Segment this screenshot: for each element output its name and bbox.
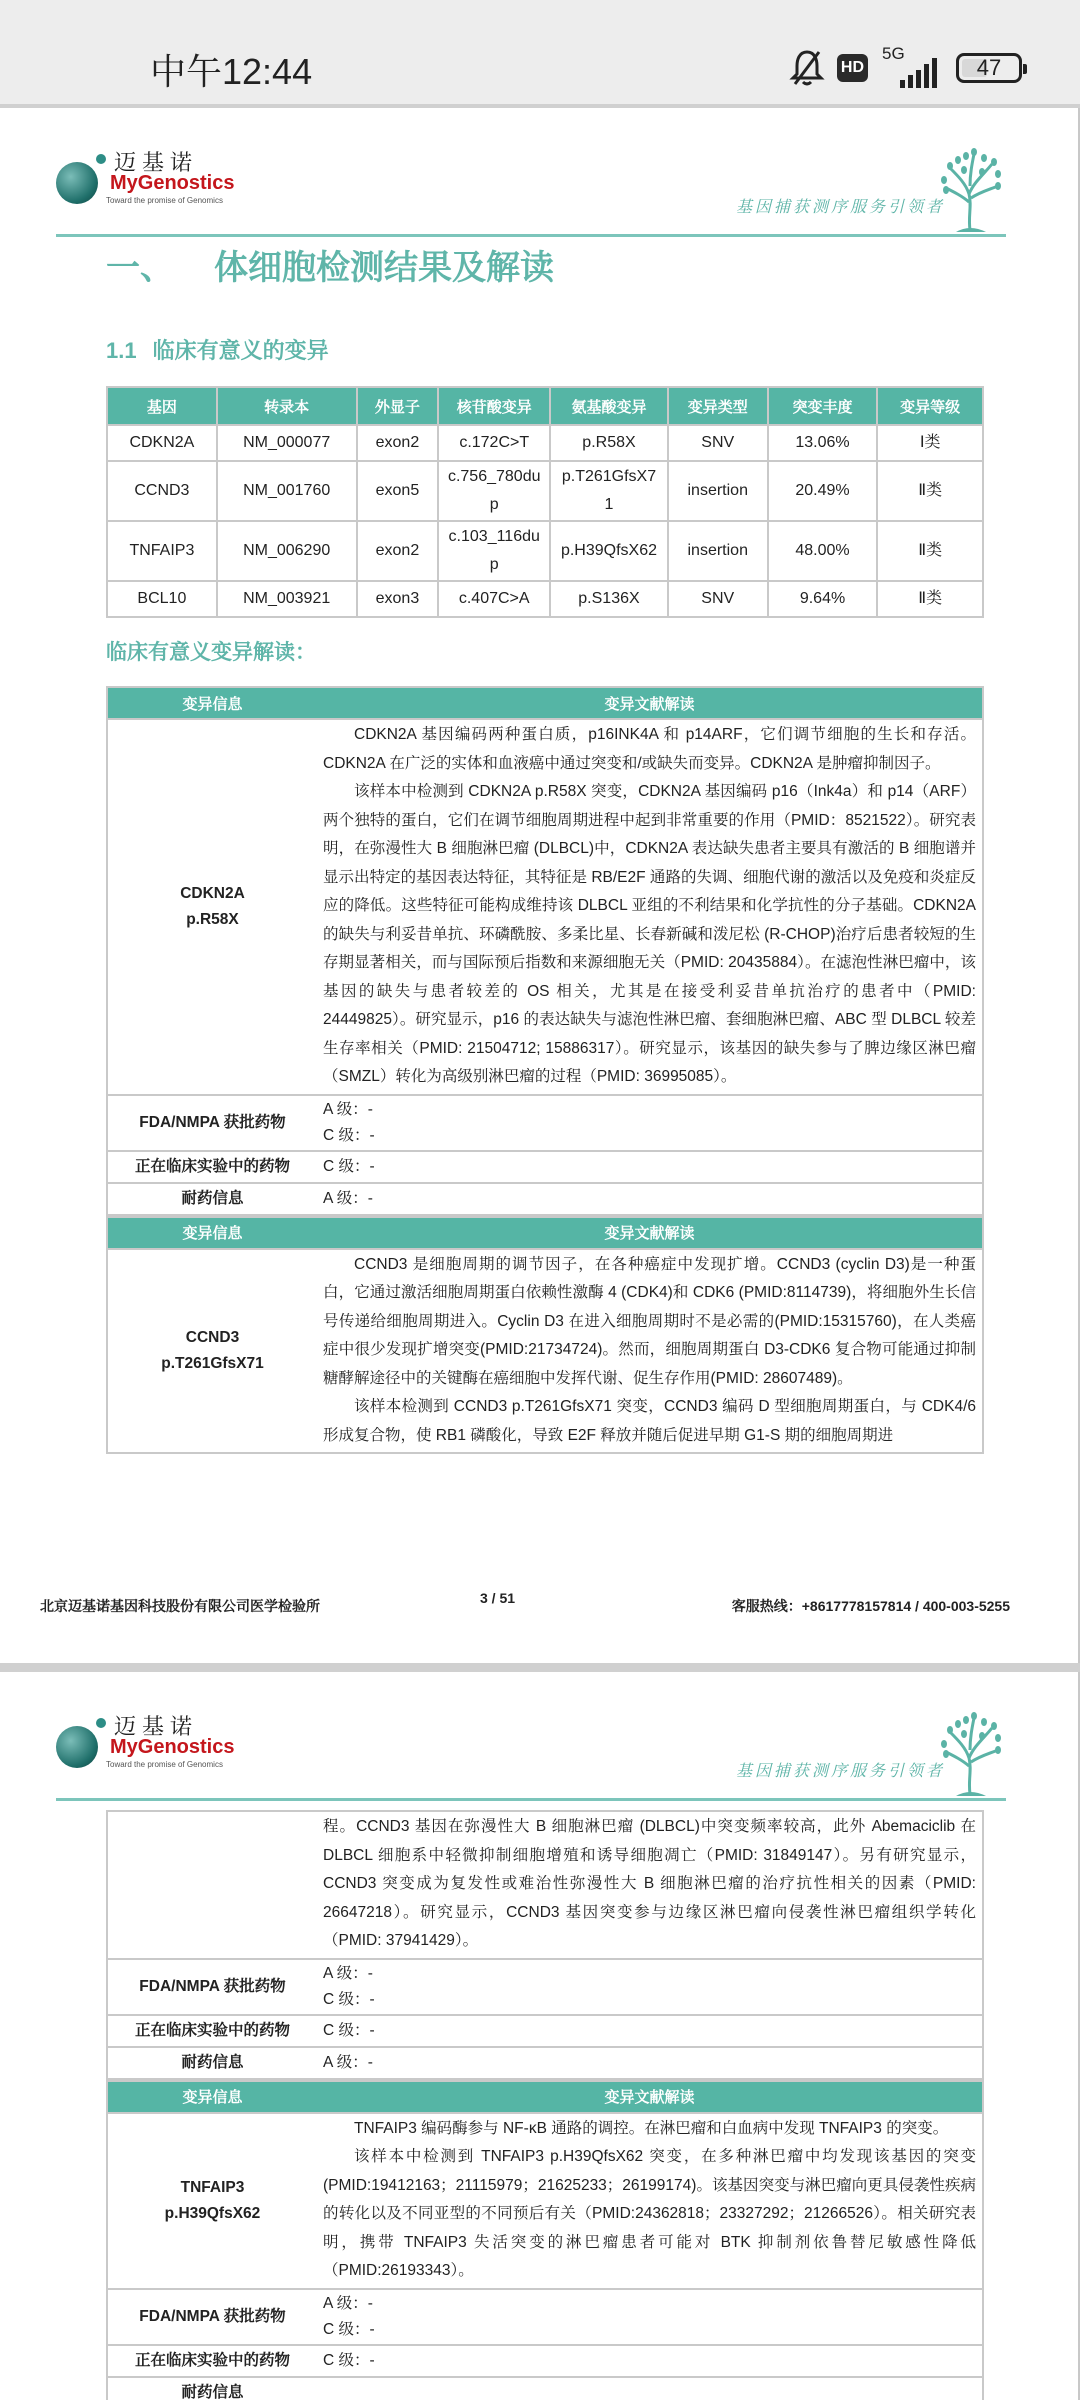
variant-cell: SNV	[668, 425, 768, 461]
trial-level: C 级：-	[317, 2345, 983, 2377]
col-header-literature: 变异文献解读	[317, 1217, 983, 1249]
literature-paragraph: CDKN2A 基因编码两种蛋白质，p16INK4A 和 p14ARF，它们调节细胞的生长和存活。CDKN2A 在广泛的实体和血液癌中通过突变和/或缺失而变异。CDKN2A 是肿瘤抑制因子。	[323, 726, 976, 772]
trial-row	[107, 2015, 983, 2047]
variant-cell: Ⅱ类	[877, 521, 983, 581]
variant-cell: insertion	[668, 521, 768, 581]
variant-info-cell	[107, 1811, 317, 1959]
status-icons	[789, 44, 1022, 88]
resistance-row	[107, 1183, 983, 1215]
variant-cell: exon2	[357, 521, 439, 581]
interp-header-row	[107, 2081, 983, 2113]
gene-name: CCND3	[185, 1328, 240, 1346]
battery-level: 47	[976, 55, 1002, 80]
fda-levels	[317, 1959, 983, 2015]
document-page-1	[0, 108, 1080, 1663]
company-logo	[56, 146, 236, 216]
col-header: 核苷酸变异	[438, 387, 550, 425]
fda-levels	[317, 2289, 983, 2345]
variant-info-cell	[107, 2113, 317, 2289]
resistance-label: 耐药信息	[107, 2377, 317, 2400]
variant-cell: Ⅰ类	[877, 425, 983, 461]
logo-cn: 迈基诺	[114, 151, 199, 176]
cdkn2a-row	[107, 719, 983, 1095]
variant-cell: NM_000077	[217, 425, 357, 461]
fda-label: FDA/NMPA 获批药物	[107, 1959, 317, 2015]
literature-cell	[317, 1249, 983, 1454]
ccnd3-row	[107, 1249, 983, 1454]
variant-info-cell	[107, 1249, 317, 1454]
variant-cell: 9.64%	[768, 581, 878, 617]
variant-row	[107, 425, 983, 461]
variant-table	[106, 386, 984, 618]
variant-row	[107, 581, 983, 617]
level-c: C 级：-	[323, 1990, 375, 2008]
variant-cell: NM_006290	[217, 521, 357, 581]
fda-label: FDA/NMPA 获批药物	[107, 1095, 317, 1151]
resistance-label: 耐药信息	[107, 1183, 317, 1215]
variant-cell: exon2	[357, 425, 439, 461]
section-title: 体细胞检测结果及解读	[214, 249, 554, 287]
interpretation-flow-page2	[106, 1810, 984, 2400]
trial-label: 正在临床实验中的药物	[107, 1151, 317, 1183]
bell-mute-icon	[789, 48, 825, 88]
tnfaip3-row	[107, 2113, 983, 2289]
variant-name: p.H39QfsX62	[164, 2204, 261, 2222]
variant-cell: exon5	[357, 461, 439, 521]
col-header: 基因	[107, 387, 217, 425]
variant-info-cell	[107, 719, 317, 1095]
trial-row	[107, 1151, 983, 1183]
fda-levels	[317, 1095, 983, 1151]
literature-cell	[317, 719, 983, 1095]
fda-row	[107, 1095, 983, 1151]
network-type: 5G	[882, 44, 905, 63]
variant-row	[107, 461, 983, 521]
trial-label: 正在临床实验中的药物	[107, 2345, 317, 2377]
col-header-literature: 变异文献解读	[317, 687, 983, 719]
variant-cell: BCL10	[107, 581, 217, 617]
literature-paragraph: 该样本中检测到 TNFAIP3 p.H39QfsX62 突变，在多种淋巴瘤中均发现该基因的突变(PMID:19412163；21115979；21625233；26199174)。该基因突变与淋巴瘤向更具侵袭性疾病的转化以及不同亚型的不同预后有关（PMID:24362818；23327292；21266526）。相关研究表明，携带 TNFAIP3 失活突变的淋巴瘤患者可能对 BTK 抑制剂依鲁替尼敏感性降低（PMID:26193343）。	[323, 2148, 976, 2279]
resistance-level: A 级：-	[317, 1183, 983, 1215]
interp-header-row	[107, 1217, 983, 1249]
section-heading	[106, 240, 554, 289]
col-header-variant-info: 变异信息	[107, 1217, 317, 1249]
resistance-row	[107, 2047, 983, 2079]
variant-cell: p.T261GfsX71	[550, 461, 668, 521]
dna-globe-icon	[56, 1726, 98, 1768]
logo-tagline: Toward the promise of Genomics	[106, 196, 223, 205]
logo-en: MyGenostics	[110, 172, 235, 194]
variant-cell: NM_001760	[217, 461, 357, 521]
variant-cell: TNFAIP3	[107, 521, 217, 581]
fda-row	[107, 1959, 983, 2015]
header-divider	[56, 234, 1006, 237]
hd-icon: HD	[837, 54, 868, 82]
logo-dot	[96, 154, 106, 164]
variant-cell: Ⅱ类	[877, 581, 983, 617]
col-header: 氨基酸变异	[550, 387, 668, 425]
trial-level: C 级：-	[317, 1151, 983, 1183]
interpretation-table-1	[106, 686, 984, 1216]
literature-cell	[317, 1811, 983, 1959]
gene-name: TNFAIP3	[180, 2178, 245, 2196]
logo-cn: 迈基诺	[114, 1715, 199, 1740]
dna-globe-icon	[56, 162, 98, 204]
slogan: 基因捕获测序服务引领者	[736, 1761, 946, 1780]
resistance-row	[107, 2377, 983, 2400]
tree-icon	[936, 146, 1006, 232]
logo-en: MyGenostics	[110, 1736, 235, 1758]
page-header	[56, 146, 1006, 236]
trial-label: 正在临床实验中的药物	[107, 2015, 317, 2047]
page-header	[56, 1710, 1006, 1800]
variant-cell: p.S136X	[550, 581, 668, 617]
section-number: 一、	[106, 249, 174, 287]
col-header: 变异等级	[877, 387, 983, 425]
subsection-number: 1.1	[106, 338, 137, 363]
level-a: A 级：-	[323, 1100, 373, 1118]
literature-paragraph: CCND3 是细胞周期的调节因子，在各种癌症中发现扩增。CCND3 (cyclin D3)是一种蛋白，它通过激活细胞周期蛋白依赖性激酶 4 (CDK4)和 CDK6 (PMID:8114739)，将细胞外生长信号传递给细胞周期进入。Cyclin D3 在进入细胞周期时不是必需的(PMID:15315760)，在人类癌症中很少发现扩增突变(PMID:21734724)。然而，细胞周期蛋白 D3-CDK6 复合物可能通过抑制糖酵解途径中的关键酶在癌细胞中发挥代谢、促生存作用(PMID: 28607489)。	[323, 1255, 976, 1387]
ccnd3-continued-row	[107, 1811, 983, 1959]
resistance-label: 耐药信息	[107, 2047, 317, 2079]
col-header: 变异类型	[668, 387, 768, 425]
variant-cell: c.756_780dup	[438, 461, 550, 521]
literature-paragraph: 程。CCND3 基因在弥漫性大 B 细胞淋巴瘤 (DLBCL)中突变频率较高，此外 Abemaciclib 在 DLBCL 细胞系中轻微抑制细胞增殖和诱导细胞凋亡（PMID: 31849147）。另有研究显示，CCND3 突变成为复发性或难治性弥漫性大 B 细胞淋巴瘤的治疗抗性相关的因素（PMID: 26647218）。研究显示，CCND3 基因突变参与边缘区淋巴瘤向侵袭性淋巴瘤组织学转化（PMID: 37941429）。	[323, 1818, 976, 1949]
variant-cell: CCND3	[107, 461, 217, 521]
footer-company: 北京迈基诺基因科技股份有限公司医学检验所	[40, 1598, 320, 1614]
header-divider	[56, 1798, 1006, 1801]
literature-cell	[317, 2113, 983, 2289]
company-logo	[56, 1710, 236, 1780]
variant-cell: Ⅱ类	[877, 461, 983, 521]
fda-row	[107, 2289, 983, 2345]
variant-cell: c.407C>A	[438, 581, 550, 617]
variant-table-header	[107, 387, 983, 425]
trial-level: C 级：-	[317, 2015, 983, 2047]
level-c: C 级：-	[323, 2320, 375, 2338]
slogan: 基因捕获测序服务引领者	[736, 197, 946, 216]
col-header-literature: 变异文献解读	[317, 2081, 983, 2113]
variant-cell: exon3	[357, 581, 439, 617]
subsection-title: 临床有意义的变异	[152, 338, 329, 363]
interpretation-table-3	[106, 2080, 984, 2400]
variant-cell: CDKN2A	[107, 425, 217, 461]
variant-cell: insertion	[668, 461, 768, 521]
literature-paragraph: TNFAIP3 编码酶参与 NF-κB 通路的调控。在淋巴瘤和白血病中发现 TNFAIP3 的突变。	[354, 2119, 949, 2137]
variant-row	[107, 521, 983, 581]
level-c: C 级：-	[323, 1126, 375, 1144]
variant-cell: p.H39QfsX62	[550, 521, 668, 581]
subsection-heading	[106, 334, 329, 365]
variant-cell: c.172C>T	[438, 425, 550, 461]
variant-name: p.R58X	[186, 910, 239, 928]
footer-hotline: 客服热线：+8617778157814 / 400-003-5255	[731, 1598, 1010, 1614]
level-a: A 级：-	[323, 1964, 373, 1982]
variant-cell: 13.06%	[768, 425, 878, 461]
col-header: 突变丰度	[768, 387, 878, 425]
logo-tagline: Toward the promise of Genomics	[106, 1760, 223, 1769]
variant-cell: p.R58X	[550, 425, 668, 461]
interpretation-table-2	[106, 1216, 984, 1455]
literature-paragraph: 该样本检测到 CCND3 p.T261GfsX71 突变，CCND3 编码 D 型细胞周期蛋白，与 CDK4/6 形成复合物，使 RB1 磷酸化，导致 E2F 释放并随后促进早期 G1-S 期的细胞周期进	[323, 1398, 976, 1444]
interpretation-table-2-continued	[106, 1810, 984, 2080]
logo-dot	[96, 1718, 106, 1728]
battery-icon	[956, 53, 1022, 83]
interp-header-row	[107, 687, 983, 719]
col-header-variant-info: 变异信息	[107, 2081, 317, 2113]
resistance-level	[317, 2377, 983, 2400]
variant-cell: NM_003921	[217, 581, 357, 617]
status-time: 中午12:44	[150, 51, 313, 92]
fda-label: FDA/NMPA 获批药物	[107, 2289, 317, 2345]
trial-row	[107, 2345, 983, 2377]
variant-cell: SNV	[668, 581, 768, 617]
col-header: 外显子	[357, 387, 439, 425]
gene-name: CDKN2A	[180, 884, 245, 902]
interpretation-heading: 临床有意义变异解读：	[106, 641, 316, 664]
variant-cell: c.103_116dup	[438, 521, 550, 581]
page-number: 3 / 51	[480, 1590, 516, 1606]
document-page-2	[0, 1672, 1080, 2400]
status-bar	[0, 0, 1080, 104]
variant-cell: 20.49%	[768, 461, 878, 521]
tree-icon	[936, 1710, 1006, 1796]
variant-name: p.T261GfsX71	[161, 1354, 264, 1372]
col-header-variant-info: 变异信息	[107, 687, 317, 719]
level-a: A 级：-	[323, 2294, 373, 2312]
variant-cell: 48.00%	[768, 521, 878, 581]
col-header: 转录本	[217, 387, 357, 425]
signal-icon	[880, 44, 944, 88]
literature-paragraph: 该样本中检测到 CDKN2A p.R58X 突变，CDKN2A 基因编码 p16（Ink4a）和 p14（ARF）两个独特的蛋白，它们在调节细胞周期进程中起到非常重要的作用（PMID：8521522）。研究表明，在弥漫性大 B 细胞淋巴瘤 (DLBCL)中，CDKN2A 表达缺失患者主要具有激活的 B 细胞谱并显示出特定的基因表达特征，其特征是 RB/E2F 通路的失调、细胞代谢的激活以及免疫和炎症反应的降低。这些特征可能构成维持该 DLBCL 亚组的不利结果和化学抗性的分子基础。CDKN2A 的缺失与利妥昔单抗、环磷酰胺、多柔比星、长春新碱和泼尼松 (R-CHOP)治疗后患者较短的生存期显著相关，而与国际预后指数和来源细胞无关（PMID: 20435884）。在滤泡性淋巴瘤中，该基因的缺失与患者较差的 OS 相关，尤其是在接受利妥昔单抗治疗的患者中（PMID: 24449825）。研究显示，p16 的表达缺失与滤泡性淋巴瘤、套细胞淋巴瘤、ABC 型 DLBCL 较差生存率相关（PMID: 21504712; 15886317）。研究显示，该基因的缺失参与了脾边缘区淋巴瘤（SMZL）转化为高级别淋巴瘤的过程（PMID: 36995085）。	[323, 783, 976, 1085]
interpretation-flow	[106, 686, 984, 1454]
resistance-level: A 级：-	[317, 2047, 983, 2079]
